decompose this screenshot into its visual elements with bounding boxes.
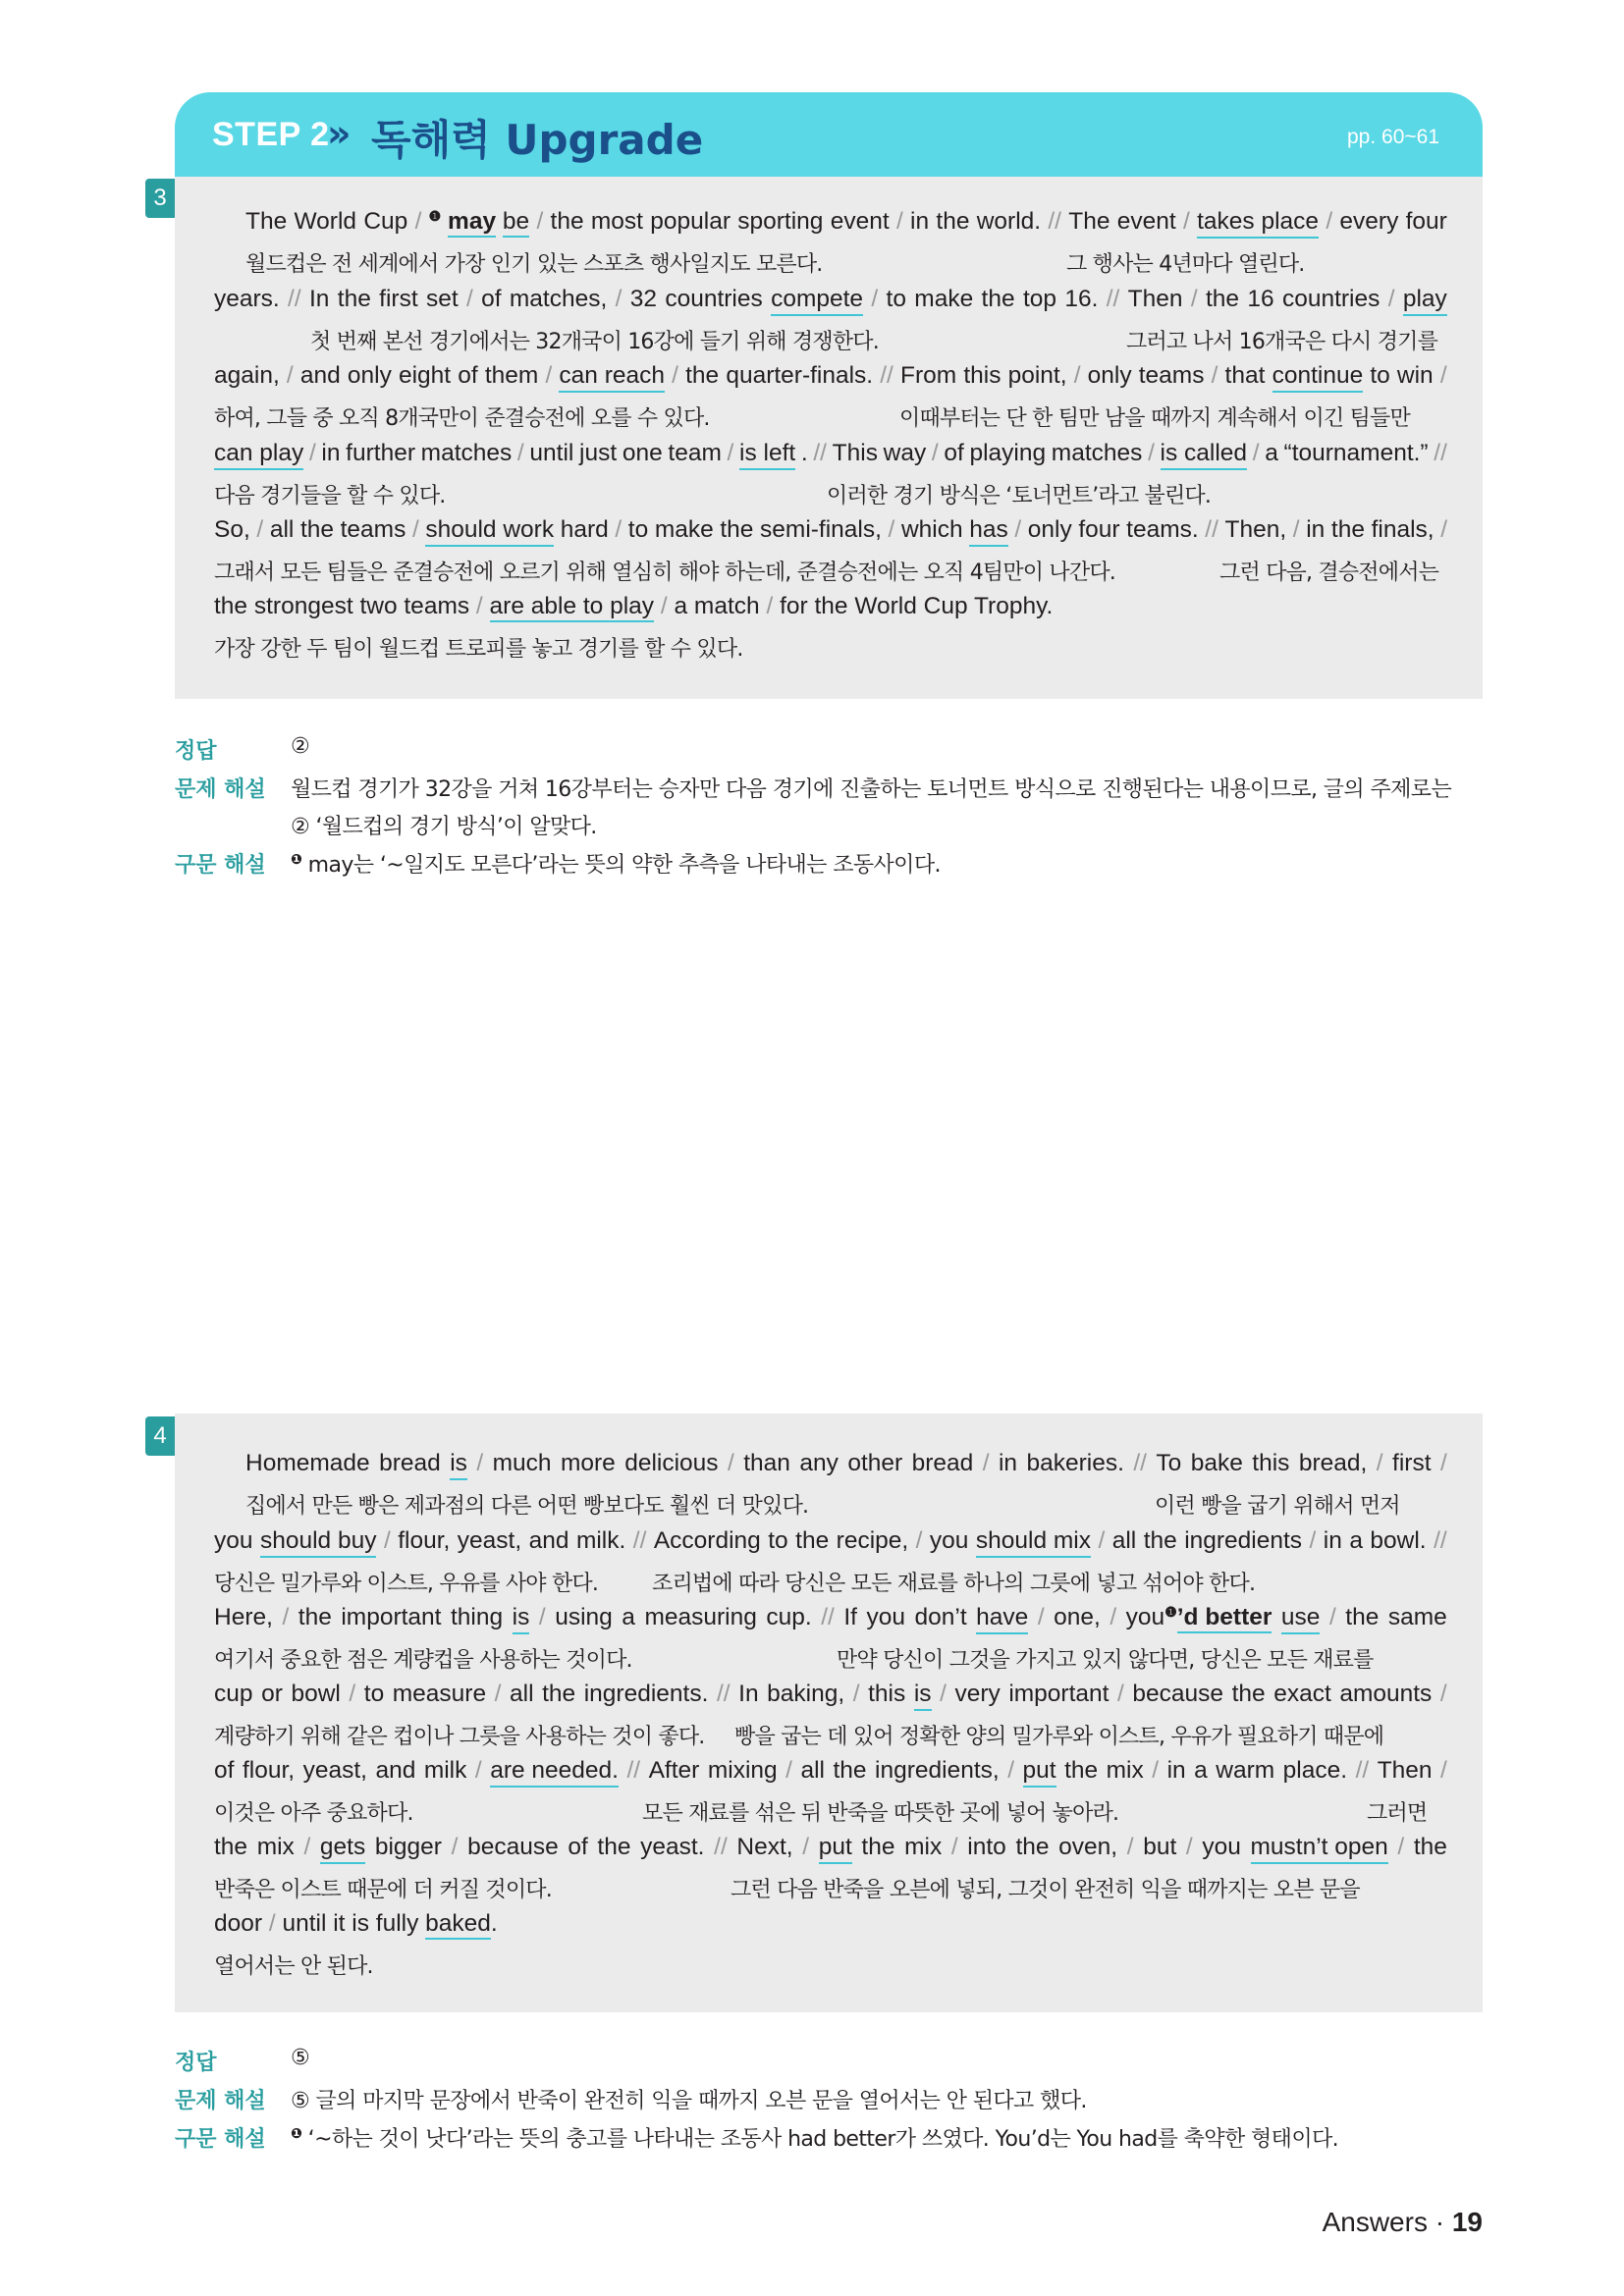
passage-line: the strongest two teams / are able to play / a match / for the World Cup Trophy. <box>214 593 1447 620</box>
translation-line: 빵을 굽는 데 있어 정확한 양의 밀가루와 이스트, 우유가 필요하기 때문에 <box>734 1725 1384 1749</box>
translation-line: 그 행사는 4년마다 열린다. <box>1066 252 1305 277</box>
translation-line: 그러면 <box>1367 1801 1428 1826</box>
passage-line: door / until it is fully baked. <box>214 1910 1447 1938</box>
section-title: 독해력 Upgrade <box>371 116 704 164</box>
translation-line: 이런 빵을 굽기 위해서 먼저 <box>1155 1494 1400 1519</box>
passage-line: Homemade bread is / much more delicious / than any other bread / in bakeries. // To bake this bread, / first / <box>245 1450 1447 1480</box>
grammar-4: $^❶$ ‘~하는 것이 낫다’라는 뜻의 충고를 나타내는 조동사 had better가 쓰였다. You’d는 You had를 축약한 형태이다. <box>291 2126 1339 2152</box>
answer-3: ② <box>291 734 310 759</box>
explanation-3-cont: ② ‘월드컵의 경기 방식’이 알맞다. <box>291 815 597 839</box>
passage-line: the mix / gets bigger / because of the yeast. // Next, / put the mix / into the oven, / but / you mustn’t open / the <box>214 1834 1447 1864</box>
double-chevron-icon: » <box>327 112 344 155</box>
question-number-3: 3 <box>145 179 175 218</box>
page-number: 19 <box>1451 2207 1483 2237</box>
grammar-label-4: 구문 해설 <box>175 2127 266 2152</box>
translation-line: 이러한 경기 방식은 ‘토너먼트’라고 불린다. <box>827 484 1212 508</box>
passage-line: years. // In the first set / of matches, / 32 countries compete / to make the top 16. // Then / the 16 countries / play <box>214 286 1447 316</box>
passage-line: So, / all the teams / should work hard / to make the semi-finals, / which has / only four teams. // Then, / in the finals, / <box>214 516 1447 547</box>
translation-line: 계량하기 위해 같은 컵이나 그릇을 사용하는 것이 좋다. <box>214 1725 705 1749</box>
explanation-3: 월드컵 경기가 32강을 거쳐 16강부터는 승자만 다음 경기에 진출하는 토너먼트 방식으로 진행된다는 내용이므로, 글의 주제로는 <box>291 777 1452 802</box>
translation-line: 가장 강한 두 팀이 월드컵 트로피를 놓고 경기를 할 수 있다. <box>214 637 743 662</box>
translation-line: 조리법에 따라 당신은 모든 재료를 하나의 그릇에 넣고 섞어야 한다. <box>652 1572 1256 1596</box>
explanation-4: ⑤ 글의 마지막 문장에서 반죽이 완전히 익을 때까지 오븐 문을 열어서는 안 된다고 했다. <box>291 2089 1087 2113</box>
answer-label-3: 정답 <box>175 739 217 764</box>
translation-line: 이때부터는 단 한 팀만 남을 때까지 계속해서 이긴 팀들만 <box>899 406 1410 431</box>
translation-line: 그래서 모든 팀들은 준결승전에 오르기 위해 열심히 해야 하는데, 준결승전에는 오직 4팀만이 나간다. <box>214 561 1115 585</box>
passage-line: Here, / the important thing is / using a measuring cup. // If you don’t have / one, / you$^❶$’d better use / the same <box>214 1604 1447 1634</box>
translation-line: 반죽은 이스트 때문에 더 커질 것이다. <box>214 1878 552 1902</box>
question-number-4: 4 <box>145 1416 175 1456</box>
answer-4: ⑤ <box>291 2046 310 2070</box>
footer-dot: · <box>1435 2207 1445 2237</box>
grammar-label-3: 구문 해설 <box>175 853 266 878</box>
translation-line: 첫 번째 본선 경기에서는 32개국이 16강에 들기 위해 경쟁한다. <box>310 330 879 354</box>
translation-line: 다음 경기들을 할 수 있다. <box>214 484 446 508</box>
grammar-3: $^❶$ may는 ‘~일지도 모른다’라는 뜻의 약한 추측을 나타내는 조동사이다. <box>291 852 941 878</box>
translation-line: 모든 재료를 섞은 뒤 반죽을 따뜻한 곳에 넣어 놓아라. <box>642 1801 1119 1826</box>
translation-line: 열어서는 안 된다. <box>214 1954 373 1979</box>
passage-line: of flour, yeast, and milk / are needed. // After mixing / all the ingredients, / put the mix / in a warm place. // Then / <box>214 1757 1447 1788</box>
translation-line: 이것은 아주 중요하다. <box>214 1801 413 1826</box>
translation-line: 당신은 밀가루와 이스트, 우유를 사야 한다. <box>214 1572 599 1596</box>
footer-label: Answers <box>1322 2207 1428 2237</box>
translation-line: 여기서 중요한 점은 계량컵을 사용하는 것이다. <box>214 1648 632 1673</box>
translation-line: 월드컵은 전 세계에서 가장 인기 있는 스포츠 행사일지도 모른다. <box>245 252 823 277</box>
page-footer <box>1323 2207 1483 2238</box>
translation-line: 그런 다음, 결승전에서는 <box>1219 561 1439 585</box>
step-label: STEP 2 <box>212 116 330 153</box>
translation-line: 그러고 나서 16개국은 다시 경기를 <box>1126 330 1438 354</box>
passage-line: cup or bowl / to measure / all the ingredients. // In baking, / this is / very important / because the exact amounts / <box>214 1681 1447 1711</box>
explanation-label-4: 문제 해설 <box>175 2089 266 2113</box>
translation-line: 그런 다음 반죽을 오븐에 넣되, 그것이 완전히 익을 때까지는 오븐 문을 <box>731 1878 1360 1902</box>
passage-line: The World Cup / $^❶$ may be / the most popular sporting event / in the world. // The event / takes place / every four <box>245 208 1447 239</box>
passage-line: again, / and only eight of them / can reach / the quarter-finals. // From this point, / only teams / that continue to win / <box>214 362 1447 393</box>
page-reference: pp. 60~61 <box>1346 126 1439 148</box>
answer-label-4: 정답 <box>175 2051 217 2075</box>
translation-line: 하여, 그들 중 오직 8개국만이 준결승전에 오를 수 있다. <box>214 406 710 431</box>
translation-line: 만약 당신이 그것을 가지고 있지 않다면, 당신은 모든 재료를 <box>837 1648 1374 1673</box>
passage-line: can play / in further matches / until just one team / is left . // This way / of playing matches / is called / a “tournament.” // <box>214 440 1447 470</box>
explanation-label-3: 문제 해설 <box>175 777 266 802</box>
passage-line: you should buy / flour, yeast, and milk. // According to the recipe, / you should mix / all the ingredients / in a bowl. // <box>214 1527 1447 1558</box>
translation-line: 집에서 만든 빵은 제과점의 다른 어떤 빵보다도 훨씬 더 맛있다. <box>245 1494 809 1519</box>
